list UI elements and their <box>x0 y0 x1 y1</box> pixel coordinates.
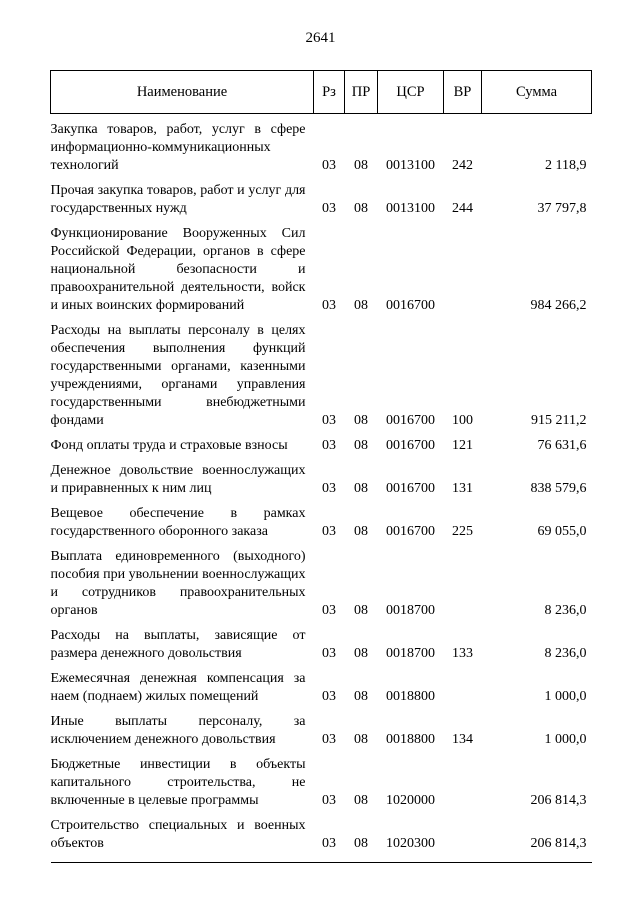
pr-cell: 08 <box>354 481 368 496</box>
summa-cell: 1 000,0 <box>544 689 587 704</box>
header-row <box>51 71 592 114</box>
header-tsr: ЦСР <box>378 71 444 114</box>
table-header <box>51 71 592 114</box>
pr-cell: 08 <box>354 201 368 216</box>
pr-cell: 08 <box>354 732 368 747</box>
summa-cell: 76 631,6 <box>537 438 587 453</box>
rz-cell: 03 <box>322 438 336 453</box>
table-row <box>51 663 592 706</box>
summa-cell: 69 055,0 <box>537 524 587 539</box>
vr-cell: 134 <box>452 732 473 747</box>
rz-cell: 03 <box>322 732 336 747</box>
table-body <box>51 114 592 863</box>
summa-cell: 915 211,2 <box>531 413 587 428</box>
header-summa: Сумма <box>482 71 592 114</box>
tsr-cell: 0018800 <box>386 732 435 747</box>
table-row <box>51 455 592 498</box>
tsr-cell: 0016700 <box>386 481 435 496</box>
tsr-cell: 0016700 <box>386 524 435 539</box>
name-cell: Расходы на выплаты персоналу в целях обеспечения выполнения функций государственными органами, казенными учреждениями, органами управления государственными внебюджетными фондами <box>50 323 306 428</box>
name-cell: Фонд оплаты труда и страховые взносы <box>50 438 288 453</box>
name-cell: Расходы на выплаты, зависящие от размера денежного довольствия <box>50 628 306 661</box>
rz-cell: 03 <box>322 413 336 428</box>
name-cell: Закупка товаров, работ, услуг в сфере информационно-коммуникационных технологий <box>50 122 306 173</box>
table-row <box>51 498 592 541</box>
name-cell: Прочая закупка товаров, работ и услуг для государственных нужд <box>50 183 306 216</box>
rz-cell: 03 <box>322 603 336 618</box>
vr-cell: 225 <box>452 524 473 539</box>
tsr-cell: 0013100 <box>386 201 435 216</box>
pr-cell: 08 <box>354 793 368 808</box>
header-name: Наименование <box>51 71 314 114</box>
name-cell: Иные выплаты персоналу, за исключением денежного довольствия <box>50 714 306 747</box>
tsr-cell: 0016700 <box>386 438 435 453</box>
table-row <box>51 315 592 430</box>
tsr-cell: 0016700 <box>386 298 435 313</box>
pr-cell: 08 <box>354 158 368 173</box>
budget-table <box>50 70 592 863</box>
pr-cell: 08 <box>354 298 368 313</box>
summa-cell: 206 814,3 <box>530 836 587 851</box>
name-cell: Функционирование Вооруженных Сил Российской Федерации, органов в сфере национальной безопасности и правоохранительной деятельности, войск и иных воинских формирований <box>50 226 306 313</box>
vr-cell: 242 <box>452 158 473 173</box>
page-number: 2641 <box>305 30 336 46</box>
header-vr: ВР <box>444 71 482 114</box>
tsr-cell: 0018700 <box>386 603 435 618</box>
rz-cell: 03 <box>322 793 336 808</box>
table-row <box>51 749 592 810</box>
table-row <box>51 706 592 749</box>
rz-cell: 03 <box>322 646 336 661</box>
pr-cell: 08 <box>354 836 368 851</box>
tsr-cell: 0016700 <box>386 413 435 428</box>
table-row <box>51 620 592 663</box>
table-row <box>51 114 592 176</box>
name-cell: Выплата единовременного (выходного) пособия при увольнении военнослужащих и сотрудников правоохранительных органов <box>50 549 306 618</box>
vr-cell <box>444 663 482 706</box>
summa-cell: 37 797,8 <box>537 201 587 216</box>
name-cell: Строительство специальных и военных объектов <box>50 818 306 851</box>
summa-cell: 206 814,3 <box>530 793 587 808</box>
summa-cell: 984 266,2 <box>530 298 587 313</box>
header-rz: Рз <box>314 71 345 114</box>
pr-cell: 08 <box>354 689 368 704</box>
vr-cell: 244 <box>452 201 473 216</box>
vr-cell: 121 <box>452 438 473 453</box>
table-row <box>51 218 592 315</box>
summa-cell: 838 579,6 <box>530 481 587 496</box>
pr-cell: 08 <box>354 646 368 661</box>
rz-cell: 03 <box>322 689 336 704</box>
rz-cell: 03 <box>322 524 336 539</box>
name-cell: Бюджетные инвестиции в объекты капитального строительства, не включенные в целевые программы <box>50 757 306 808</box>
header-pr: ПР <box>345 71 378 114</box>
tsr-cell: 0013100 <box>386 158 435 173</box>
name-cell: Денежное довольствие военнослужащих и приравненных к ним лиц <box>50 463 306 496</box>
vr-cell: 133 <box>452 646 473 661</box>
name-cell: Вещевое обеспечение в рамках государственного оборонного заказа <box>50 506 306 539</box>
rz-cell: 03 <box>322 158 336 173</box>
pr-cell: 08 <box>354 413 368 428</box>
tsr-cell: 0018800 <box>386 689 435 704</box>
summa-cell: 1 000,0 <box>544 732 587 747</box>
vr-cell <box>444 810 482 863</box>
pr-cell: 08 <box>354 603 368 618</box>
tsr-cell: 1020300 <box>386 836 435 851</box>
name-cell: Ежемесячная денежная компенсация за наем (поднаем) жилых помещений <box>50 671 306 704</box>
rz-cell: 03 <box>322 481 336 496</box>
vr-cell <box>444 749 482 810</box>
table-row <box>51 541 592 620</box>
summa-cell: 8 236,0 <box>544 603 587 618</box>
pr-cell: 08 <box>354 524 368 539</box>
table-row <box>51 175 592 218</box>
summa-cell: 8 236,0 <box>544 646 587 661</box>
rz-cell: 03 <box>322 298 336 313</box>
vr-cell <box>444 218 482 315</box>
pr-cell: 08 <box>354 438 368 453</box>
summa-cell: 2 118,9 <box>545 158 587 173</box>
table-row <box>51 810 592 863</box>
rz-cell: 03 <box>322 201 336 216</box>
table-row <box>51 430 592 455</box>
tsr-cell: 0018700 <box>386 646 435 661</box>
tsr-cell: 1020000 <box>386 793 435 808</box>
vr-cell <box>444 541 482 620</box>
vr-cell: 131 <box>452 481 473 496</box>
rz-cell: 03 <box>322 836 336 851</box>
vr-cell: 100 <box>452 413 473 428</box>
